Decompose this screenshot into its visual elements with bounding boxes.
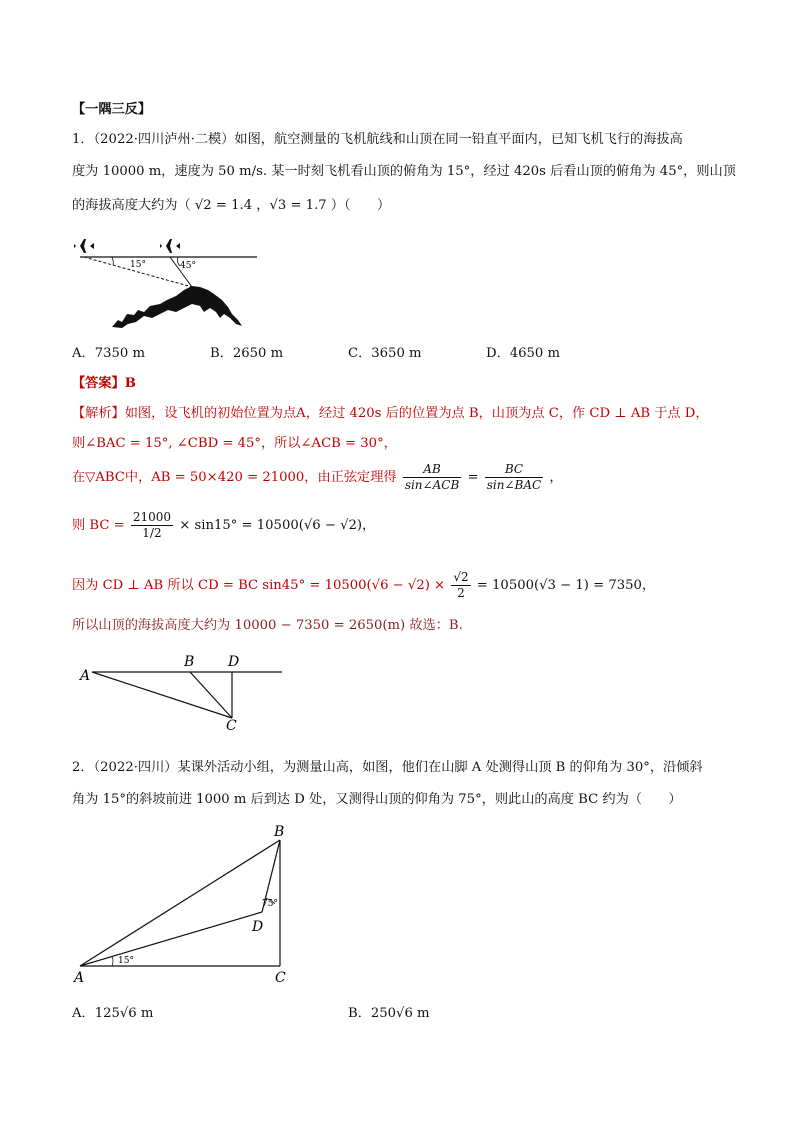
q1-option-b: B．2650 m bbox=[210, 346, 284, 361]
angle-label-75: 75° bbox=[262, 899, 278, 909]
q1-solution-line2 bbox=[72, 434, 397, 454]
q1-text-line1: 1．（2022·四川泸州·二模）如图，航空测量的飞机航线和山顶在同一铅直平面内，已知飞机飞行的海拔高 bbox=[72, 132, 683, 147]
q1-text-line2: 度为 10000 m，速度为 50 m/s. 某一时刻飞机看山顶的俯角为 15°，经过 420s 后看山顶的俯角为 45°，则山顶 bbox=[72, 164, 736, 179]
q2-text-line2: 角为 15°的斜坡前进 1000 m 后到达 D 处，又测得山顶的仰角为 75°，则此山的高度 BC 约为（ ） bbox=[72, 792, 682, 807]
q1-option-c: C．3650 m bbox=[348, 346, 422, 361]
angle-label-15: 15° bbox=[118, 956, 134, 966]
q2-text-line1: 2．（2022·四川）某课外活动小组，为测量山高，如图，他们在山脚 A 处测得山顶 B 的仰角为 30°，沿倾斜 bbox=[72, 760, 703, 775]
q2-triangle-figure bbox=[72, 820, 302, 990]
q1-solution-line6: 所以山顶的海拔高度大约为 10000 − 7350 = 2650(m) 故选：B. bbox=[72, 618, 463, 633]
q1-solution-line4 bbox=[72, 510, 375, 541]
q1-solution-line5-post: = 10500(√3 − 1) = 7350， bbox=[476, 578, 656, 593]
q1-option-a: A．7350 m bbox=[72, 346, 145, 361]
q1-solution-line2-text: 则∠BAC = 15°, ∠CBD = 45°，所以∠ACB = 30°， bbox=[72, 436, 397, 451]
q1-solution-line1-text: 【解析】如图，设飞机的初始位置为点A，经过 420s 后的位置为点 B，山顶为点 C，作 CD ⊥ AB 于点 D， bbox=[72, 406, 709, 421]
fraction-sqrt2-2: $\frac{√2}{2}$ bbox=[453, 570, 469, 600]
angle-label-15: 15° bbox=[130, 260, 146, 270]
fraction-ab-sinacb: $\frac{AB}{\text{sin∠ACB}}$ bbox=[404, 462, 460, 492]
angle-label-45: 45° bbox=[180, 261, 196, 271]
q1-option-d: D．4650 m bbox=[486, 346, 561, 361]
airplane-icon bbox=[74, 239, 94, 253]
mountain-icon bbox=[112, 286, 242, 328]
section-title: 【一隅三反】 bbox=[72, 102, 152, 117]
q1-solution-line3 bbox=[72, 462, 563, 493]
point-label-d: D bbox=[228, 654, 240, 670]
q1-text-line3: 的海拔高度大约为（ √2 = 1.4 ，√3 = 1.7 ）（ ） bbox=[72, 198, 391, 213]
q1-solution-line4-post: × sin15° = 10500(√6 − √2)， bbox=[179, 518, 376, 533]
fraction-21000-half: $\frac{21000}{1/2}$ bbox=[132, 510, 172, 540]
q1-answer: 【答案】B bbox=[72, 376, 136, 391]
q1-airplane-mountain-figure bbox=[72, 232, 262, 332]
point-label-b: B bbox=[184, 654, 195, 670]
fraction-bc-sinbac: $\frac{BC}{\text{sin∠BAC}}$ bbox=[486, 462, 542, 492]
q1-triangle-figure bbox=[72, 650, 292, 730]
q1-solution-line5 bbox=[72, 570, 655, 601]
q1-solution-line1 bbox=[72, 404, 709, 424]
point-label-a: A bbox=[74, 970, 85, 986]
point-label-c: C bbox=[275, 970, 286, 986]
airplane-icon bbox=[160, 239, 180, 253]
point-label-d: D bbox=[252, 919, 264, 935]
equals-sign: = bbox=[467, 470, 479, 485]
q2-option-b: B．250√6 m bbox=[348, 1006, 430, 1021]
q2-option-a: A．125√6 m bbox=[72, 1006, 154, 1021]
point-label-c: C bbox=[226, 718, 237, 730]
q1-solution-line4-pre: 则 BC = bbox=[72, 518, 125, 533]
point-label-b: B bbox=[274, 824, 285, 840]
q1-solution-line5-pre: 因为 CD ⊥ AB 所以 CD = BC sin45° = 10500(√6 − √2) × bbox=[72, 578, 446, 593]
comma: ， bbox=[549, 470, 563, 485]
q1-solution-line3-pre: 在▽ABC中，AB = 50×420 = 21000，由正弦定理得 bbox=[72, 470, 397, 485]
point-label-a: A bbox=[80, 668, 91, 684]
